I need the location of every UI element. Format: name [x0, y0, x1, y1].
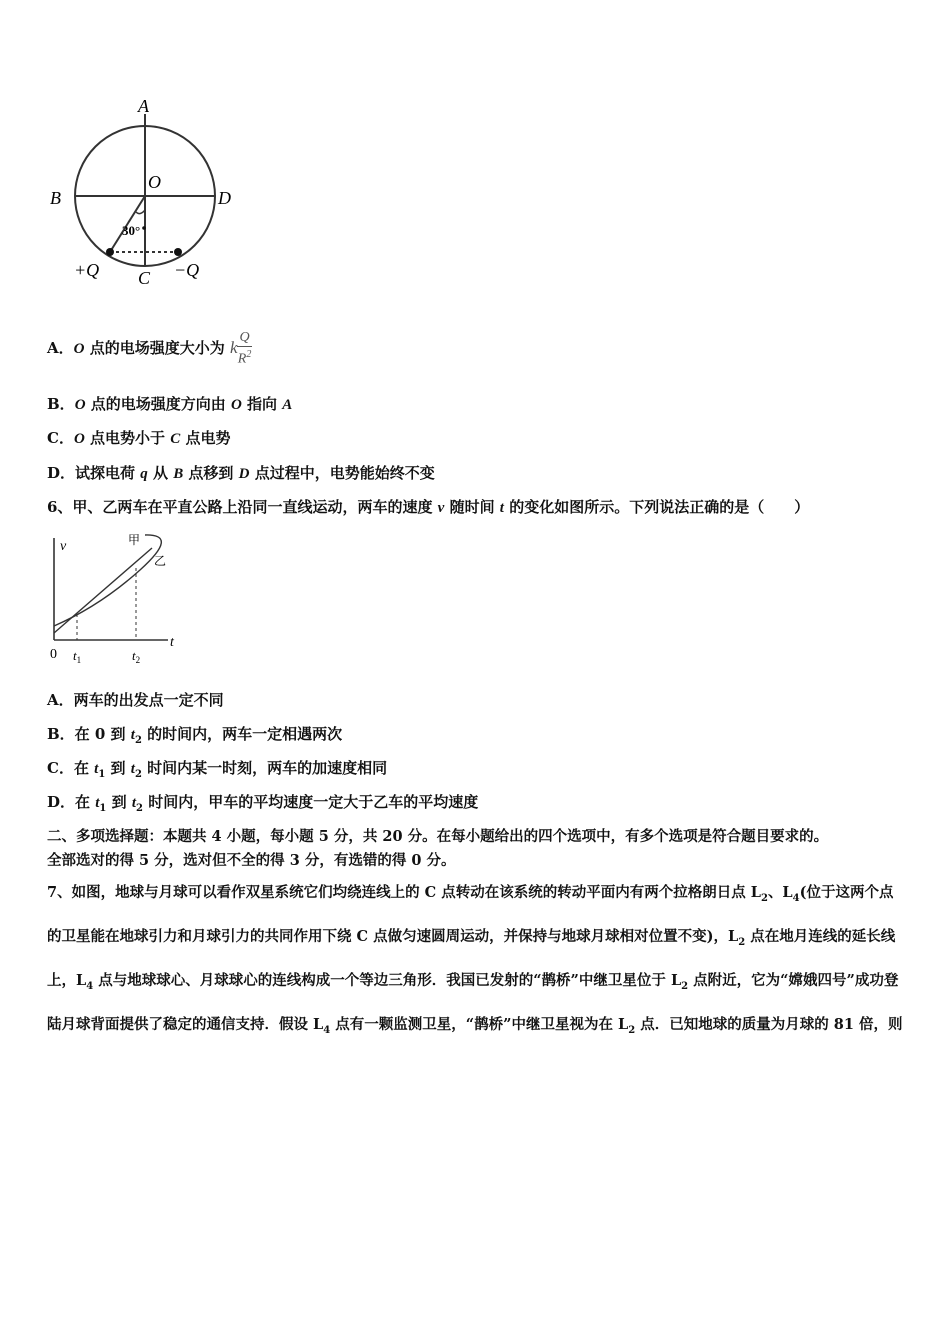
q7-s6: 4: [323, 1024, 331, 1036]
q7-p3: (位于这两个点的卫星能在地球引力和月球引力的共同作用下绕 C 点做匀速圆周运动，并保持与地球月球相对位置不变)，L: [47, 884, 894, 945]
q5-option-a-text: 点的电场强度大小为: [84, 339, 230, 357]
q7-p8: 点．已知地球的质量为月球的 81 倍，则: [635, 1015, 903, 1033]
q5-option-d: [47, 463, 435, 484]
q5-option-b-text1: 点的电场强度方向由: [85, 395, 231, 413]
q5-option-b-var1: O: [74, 397, 86, 413]
minus-q-charge: [174, 248, 182, 256]
q7-p6: 点附近，它为“嫦娥四号”成功登陆月球背面提供了稳定的通信支持．假设 L: [47, 971, 899, 1033]
q7-p7: 点有一颗监测卫星，“鹊桥”中继卫星视为在 L: [330, 1015, 629, 1033]
label-c: C: [138, 268, 151, 288]
q7-p4: 点在地月连线的延长线上，L: [47, 927, 896, 989]
q5-option-a-prefix: A．: [47, 339, 74, 357]
q6-option-c-t1: t: [94, 761, 99, 777]
graph-label-jia: 甲: [128, 533, 141, 547]
formula-denominator: [237, 347, 251, 368]
q6-option-d-sub1: 1: [99, 803, 107, 814]
graph-label-origin: 0: [50, 647, 57, 662]
graph-label-v: v: [60, 539, 67, 554]
angle-dot: [142, 226, 146, 230]
q7-p1: 7、如图，地球与月球可以看作双星系统它们均绕连线上的 C 点转动在该系统的转动平面内有两个拉格朗日点 L: [47, 884, 761, 901]
q6-option-c-mid: 到: [105, 759, 131, 777]
graph-label-t: t: [170, 635, 174, 650]
label-minus-q: −Q: [174, 260, 200, 280]
q7-s7: 2: [628, 1024, 636, 1036]
q5-option-b-text2: 指向: [241, 395, 283, 413]
q6-stem-c: 的变化如图所示。下列说法正确的是（ ）: [503, 498, 810, 516]
q7-paragraph: [47, 874, 907, 1050]
graph-label-t2: [132, 648, 140, 665]
yi-line: [54, 548, 152, 633]
angle-arc: [136, 210, 145, 214]
q7-s5: 2: [681, 980, 689, 992]
q6-option-c-a: C．在: [47, 759, 95, 777]
section2-heading-line1: 二、多项选择题：本题共 4 小题，每小题 5 分，共 20 分。在每小题给出的四个选项中，有多个选项是符合题目要求的。: [47, 828, 829, 845]
q5-option-b-var2: O: [230, 397, 242, 413]
q5-option-d-var3: D: [238, 466, 250, 482]
formula-numerator: Q: [239, 330, 250, 346]
q5-option-b: [47, 394, 292, 415]
q6-option-d-mid: 到: [106, 793, 132, 811]
label-o: O: [148, 172, 161, 192]
q5-option-c-text2: 点电势: [180, 429, 231, 447]
q5-option-d-var2: B: [173, 466, 184, 482]
label-b: B: [50, 188, 61, 208]
q6-option-b: [47, 724, 342, 751]
q5-option-a-var: O: [73, 341, 85, 357]
q6-stem-a: 6、甲、乙两车在平直公路上沿同一直线运动，两车的速度: [47, 498, 438, 516]
q6-option-c-b: 时间内某一时刻，两车的加速度相同: [141, 759, 388, 777]
q5-option-c-text1: 点电势小于: [84, 429, 171, 447]
q5-option-b-prefix: B．: [47, 395, 75, 413]
q6-option-c-t2: t: [130, 761, 135, 777]
q5-option-b-var3: A: [282, 397, 293, 413]
formula-k: k: [229, 338, 238, 357]
graph-label-t1: [73, 648, 81, 665]
q5-option-c-var1: O: [73, 431, 85, 447]
plus-q-charge: [106, 248, 114, 256]
graph-label-t1-sub: 1: [76, 655, 82, 665]
circle-charge-figure: [40, 92, 250, 292]
q5-option-c-var2: C: [170, 431, 181, 447]
q6-stem-b: 随时间: [444, 498, 500, 516]
q5-option-a: [47, 330, 252, 368]
q5-option-d-prefix: D．试探电荷: [47, 464, 141, 482]
q6-stem-v: v: [437, 500, 445, 516]
q7-s2: 4: [792, 892, 800, 904]
q6-option-b-t: t: [130, 727, 135, 743]
q7-s1: 2: [760, 892, 768, 904]
label-plus-q: +Q: [74, 260, 100, 280]
label-d: D: [218, 188, 231, 208]
graph-label-t1-main: t: [73, 648, 77, 663]
q6-option-c-sub2: 2: [134, 769, 142, 780]
graph-label-t2-sub: 2: [135, 655, 141, 665]
graph-label-yi: 乙: [154, 554, 167, 568]
formula-fraction: [237, 330, 251, 368]
q6-option-b-sub: 2: [134, 735, 142, 746]
q6-option-b-b: 的时间内，两车一定相遇两次: [141, 725, 343, 743]
q5-option-d-text3: 点过程中，电势能始终不变: [249, 464, 435, 482]
q6-option-d: [47, 792, 478, 819]
q5-option-c-prefix: C．: [47, 429, 74, 447]
q6-option-d-b: 时间内，甲车的平均速度一定大于乙车的平均速度: [142, 793, 479, 811]
q6-option-d-sub2: 2: [136, 803, 143, 814]
label-angle: 30°: [122, 223, 141, 238]
q7-s4: 4: [86, 980, 94, 992]
formula-den-var: R: [237, 351, 247, 367]
q7-s3: 2: [738, 936, 746, 948]
q6-option-a: A．两车的出发点一定不同: [47, 691, 224, 709]
q5-option-d-text2: 点移到: [183, 464, 239, 482]
q6-stem-t: t: [499, 500, 504, 516]
q6-option-d-t2: t: [131, 795, 136, 811]
q6-option-c-sub1: 1: [98, 769, 106, 780]
q6-option-d-t1: t: [95, 795, 100, 811]
formula-exponent: 2: [246, 349, 252, 361]
q6-stem: [47, 497, 809, 518]
q5-option-c: [47, 428, 231, 449]
jia-curve: [54, 535, 161, 626]
q6-option-b-a: B．在 0 到: [47, 725, 131, 743]
label-a: A: [138, 96, 149, 116]
q6-option-c: [47, 758, 387, 785]
q6-option-d-a: D．在: [47, 793, 96, 811]
section2-heading-line2: 全部选对的得 5 分，选对但不全的得 3 分，有选错的得 0 分。: [47, 852, 456, 869]
q7-p5: 点与地球球心、月球球心的连线构成一个等边三角形．我国已发射的“鹊桥”中继卫星位于 L: [93, 971, 682, 989]
q5-option-d-var1: q: [140, 466, 148, 482]
vt-graph-figure: [40, 530, 190, 665]
q5-option-d-text1: 从: [147, 464, 174, 482]
graph-label-t2-main: t: [132, 648, 136, 663]
q7-p2: 、L: [767, 884, 793, 901]
